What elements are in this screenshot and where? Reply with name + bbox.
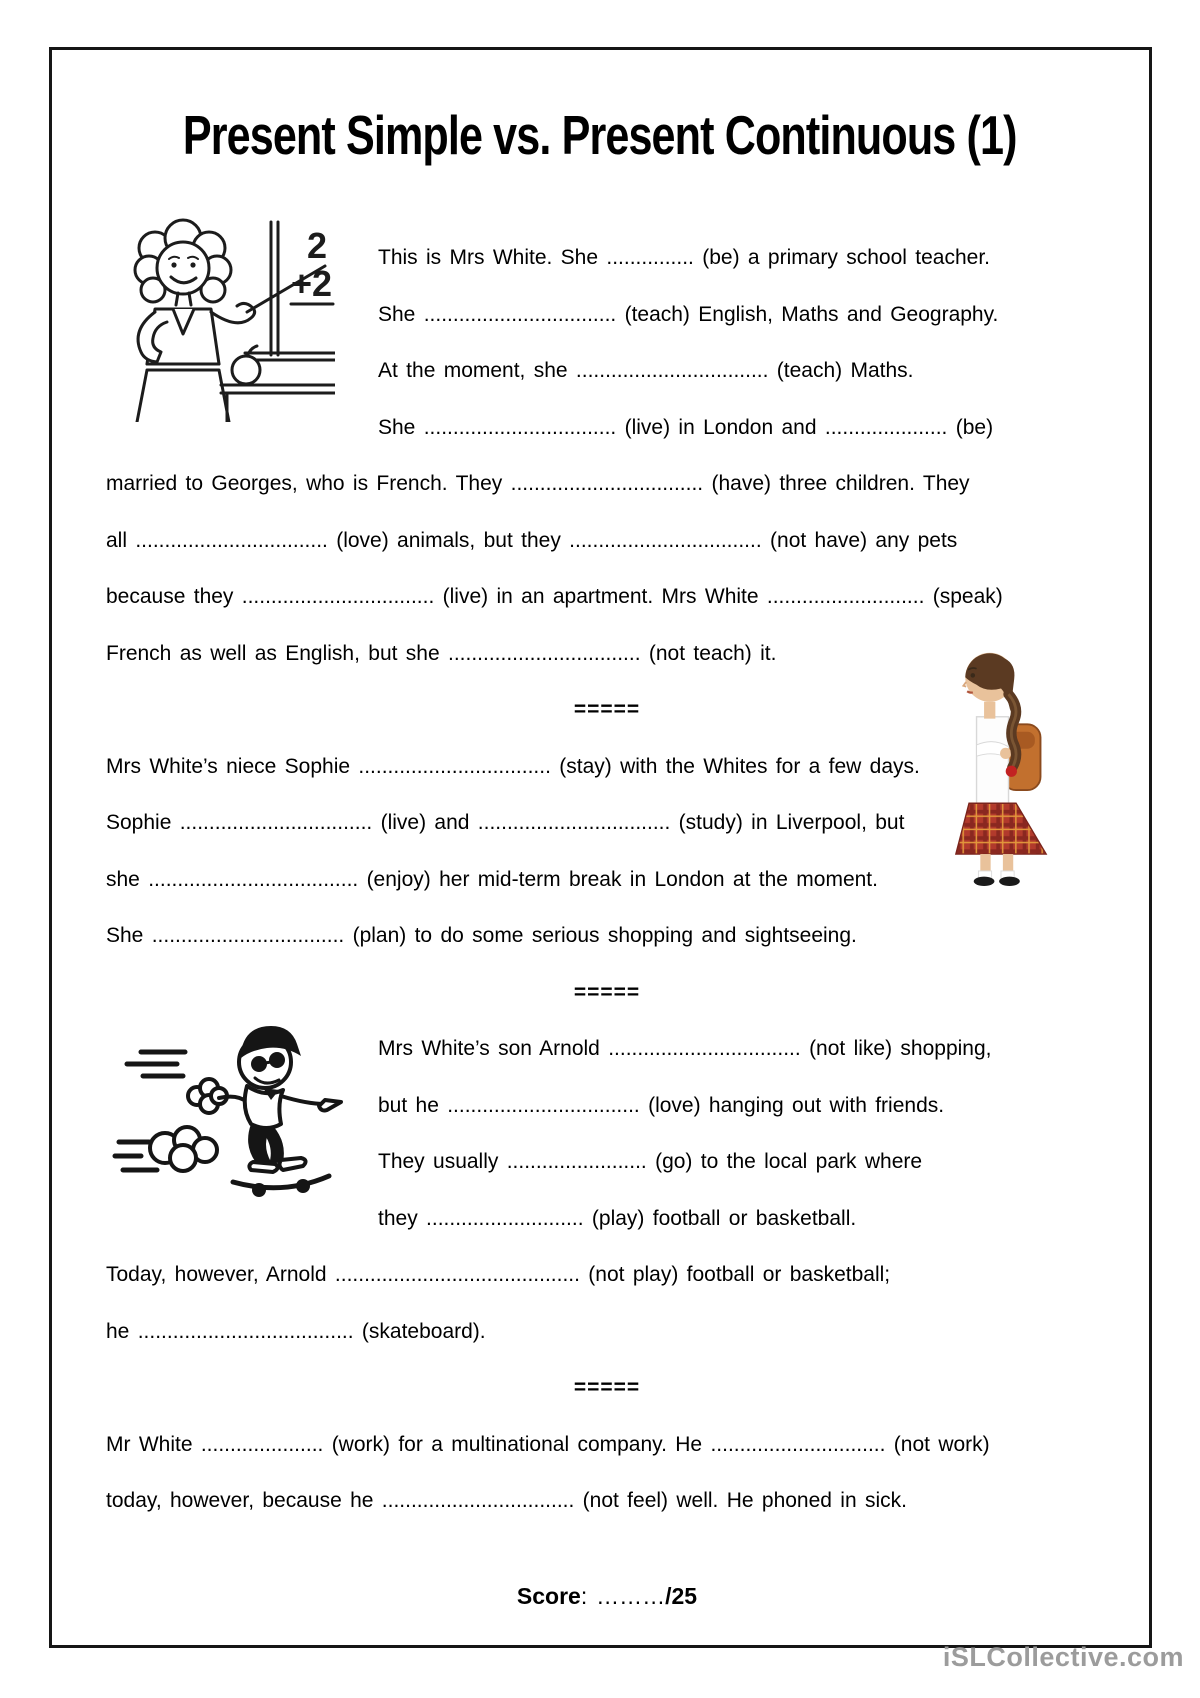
text-line: but he ................................. (love) hanging out with friends. bbox=[378, 1093, 945, 1117]
worksheet-body bbox=[106, 230, 1108, 1612]
text-line: he ..................................... (skateboard). bbox=[106, 1319, 486, 1343]
score-label: Score bbox=[516, 1582, 581, 1609]
section-divider: ===== bbox=[573, 980, 641, 1004]
text-line: Mrs White’s niece Sophie ................................. (stay) with the Whites for a few days. bbox=[106, 754, 920, 778]
score-dots: : ……… bbox=[580, 1582, 666, 1609]
text-line: married to Georges, who is French. They ................................. (have) three children. They bbox=[106, 472, 970, 495]
blackboard-text: +2 bbox=[291, 263, 333, 304]
worksheet-header bbox=[0, 105, 1200, 167]
text-line: She ................................. (plan) to do some serious shopping and sightseeing. bbox=[106, 924, 857, 947]
text-line: They usually ........................ (go) to the local park where bbox=[378, 1150, 923, 1173]
section-divider: ===== bbox=[573, 1376, 641, 1399]
score-total: /25 bbox=[665, 1582, 698, 1609]
text-line: today, however, because he ................................. (not feel) well. He phoned in sick. bbox=[106, 1489, 907, 1512]
text-line: they ........................... (play) football or basketball. bbox=[378, 1206, 857, 1230]
text-line: She ................................. (teach) English, Maths and Geography. bbox=[378, 302, 999, 326]
text-line: She ................................. (live) in London and ..................... (be) bbox=[378, 415, 994, 439]
text-line: At the moment, she ................................. (teach) Maths. bbox=[378, 359, 914, 382]
text-line: French as well as English, but she ................................. (not teach) it. bbox=[106, 641, 777, 665]
text-line: Today, however, Arnold .......................................... (not play) football or basketball; bbox=[106, 1263, 891, 1286]
page-title: Present Simple vs. Present Continuous (1) bbox=[183, 105, 1017, 167]
text-line: because they ................................. (live) in an apartment. Mrs White ........................... (speak) bbox=[106, 585, 1003, 608]
blackboard-text: 2 bbox=[307, 225, 328, 266]
section-divider: ===== bbox=[573, 698, 641, 721]
text-line: This is Mrs White. She ............... (be) a primary school teacher. bbox=[378, 246, 991, 269]
text-line: Sophie ................................. (live) and ................................. (study) in Liverpool, but bbox=[106, 811, 905, 834]
watermark: iSLCollective.com bbox=[942, 1642, 1184, 1672]
text-line: Mrs White’s son Arnold ................................. (not like) shopping, bbox=[378, 1037, 992, 1060]
text-line: she .................................... (enjoy) her mid-term break in London at the moment. bbox=[106, 867, 878, 891]
text-line: all ................................. (love) animals, but they ................................. (not have) any pets bbox=[106, 528, 958, 552]
text-line: Mr White ..................... (work) for a multinational company. He .............................. (not work) bbox=[106, 1432, 990, 1456]
score-line bbox=[106, 1580, 1108, 1612]
